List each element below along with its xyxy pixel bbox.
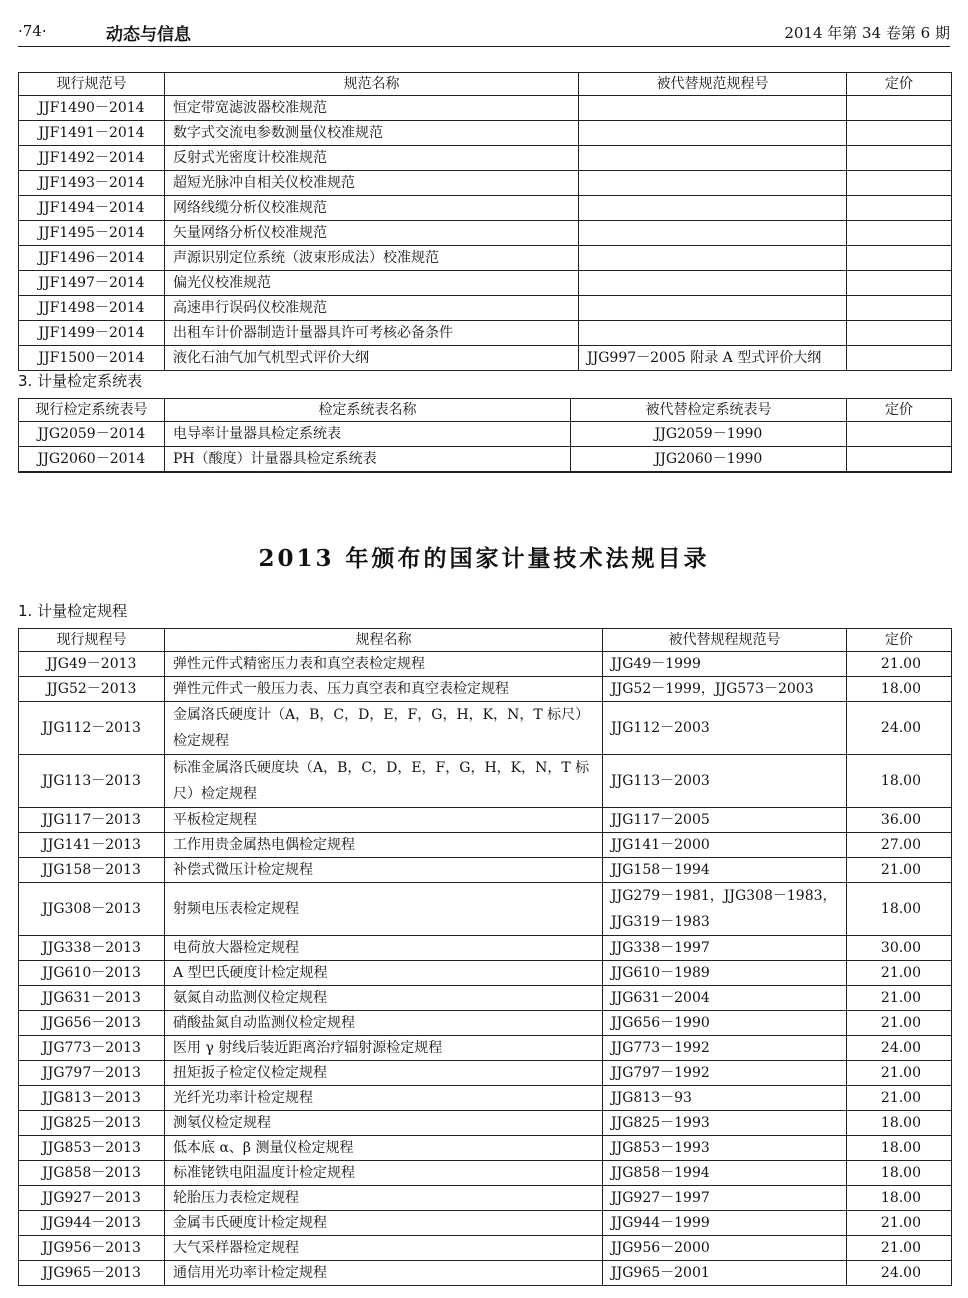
table-cell: 21.00 (847, 858, 952, 883)
table-cell: JJF1500－2014 (19, 346, 165, 371)
table-cell: 24.00 (847, 702, 952, 755)
table-row (19, 96, 952, 121)
table-cell: JJG797－1992 (603, 1061, 847, 1086)
table-row (19, 196, 952, 221)
table-cell: JJG113－2003 (603, 755, 847, 808)
table-cell: JJG2059－1990 (571, 422, 847, 447)
table-row (19, 1086, 952, 1111)
table-cell (579, 296, 847, 321)
table-cell: JJF1496－2014 (19, 246, 165, 271)
table-row (19, 883, 952, 936)
table-cell: JJG610－1989 (603, 961, 847, 986)
table-cell: 18.00 (847, 1111, 952, 1136)
column-header: 检定系统表名称 (165, 399, 571, 422)
table-cell: 18.00 (847, 1161, 952, 1186)
table-cell: 氨氮自动监测仪检定规程 (165, 986, 603, 1011)
table-row (19, 146, 952, 171)
table-cell: 恒定带宽滤波器校准规范 (165, 96, 579, 121)
table-cell: JJG338－1997 (603, 936, 847, 961)
table-cell: JJG49－1999 (603, 652, 847, 677)
table-cell (579, 171, 847, 196)
table-cell: A 型巴氏硬度计检定规程 (165, 961, 603, 986)
table-cell: 标准金属洛氏硬度块（A，B，C，D，E，F，G，H，K，N，T 标尺）检定规程 (165, 755, 603, 808)
table-cell: JJG117－2013 (19, 808, 165, 833)
table-header (19, 399, 952, 422)
table-row (19, 936, 952, 961)
column-header: 现行规范号 (19, 73, 165, 96)
table-cell: JJG813－93 (603, 1086, 847, 1111)
table-cell: JJF1492－2014 (19, 146, 165, 171)
table-cell (579, 96, 847, 121)
column-header: 规程名称 (165, 629, 603, 652)
table-cell: 低本底 α、β 测量仪检定规程 (165, 1136, 603, 1161)
table-cell: JJF1491－2014 (19, 121, 165, 146)
column-header: 现行规程号 (19, 629, 165, 652)
table-cell: JJG927－2013 (19, 1186, 165, 1211)
table-cell: JJG773－1992 (603, 1036, 847, 1061)
table-cell: JJG965－2001 (603, 1261, 847, 1286)
section-title: 动态与信息 (106, 25, 191, 45)
table-cell: JJF1497－2014 (19, 271, 165, 296)
table-row (19, 271, 952, 296)
table-header (19, 73, 952, 96)
table-cell: 网络线缆分析仪校准规范 (165, 196, 579, 221)
table-cell: 18.00 (847, 1136, 952, 1161)
table-cell: 电荷放大器检定规程 (165, 936, 603, 961)
table-row (19, 246, 952, 271)
column-header: 定价 (847, 399, 952, 422)
table-cell: 光纤光功率计检定规程 (165, 1086, 603, 1111)
table-cell (579, 196, 847, 221)
table-cell: 金属洛氏硬度计（A，B，C，D，E，F，G，H，K，N，T 标尺）检定规程 (165, 702, 603, 755)
table-cell (847, 246, 952, 271)
table-cell: JJG112－2013 (19, 702, 165, 755)
table-row (19, 221, 952, 246)
table-cell: JJF1499－2014 (19, 321, 165, 346)
table-cell: JJG631－2004 (603, 986, 847, 1011)
table-cell: JJG965－2013 (19, 1261, 165, 1286)
page-title: 2013 年颁布的国家计量技术法规目录 (258, 545, 710, 572)
table-cell: 24.00 (847, 1261, 952, 1286)
table-cell (847, 271, 952, 296)
table-cell (847, 121, 952, 146)
table-cell: 27.00 (847, 833, 952, 858)
table-row (19, 961, 952, 986)
column-header: 被代替规范规程号 (579, 73, 847, 96)
table-row (19, 1111, 952, 1136)
table-cell (847, 146, 952, 171)
table-cell: 轮胎压力表检定规程 (165, 1186, 603, 1211)
table-cell: JJF1493－2014 (19, 171, 165, 196)
table-cell: JJG279－1981，JJG308－1983，JJG319－1983 (603, 883, 847, 936)
table-cell: JJG158－1994 (603, 858, 847, 883)
table-cell (847, 96, 952, 121)
table-header (19, 629, 952, 652)
table-cell: 21.00 (847, 986, 952, 1011)
table-cell: 大气采样器检定规程 (165, 1236, 603, 1261)
column-header: 定价 (847, 629, 952, 652)
column-header: 规范名称 (165, 73, 579, 96)
table-cell: JJG656－1990 (603, 1011, 847, 1036)
system-table (18, 398, 952, 473)
table-cell: 21.00 (847, 1086, 952, 1111)
table-cell: 21.00 (847, 961, 952, 986)
table-cell: JJG610－2013 (19, 961, 165, 986)
table-row (19, 677, 952, 702)
table-cell: 测氡仪检定规程 (165, 1111, 603, 1136)
table-cell: JJG2060－1990 (571, 447, 847, 472)
table-cell (19, 472, 165, 473)
section-heading-3: 3. 计量检定系统表 (18, 372, 143, 390)
table-cell: 21.00 (847, 1011, 952, 1036)
table-cell: 18.00 (847, 677, 952, 702)
table-cell: JJF1498－2014 (19, 296, 165, 321)
table-cell: JJG853－2013 (19, 1136, 165, 1161)
table-cell: 21.00 (847, 1061, 952, 1086)
table-cell (579, 246, 847, 271)
table-cell: JJG773－2013 (19, 1036, 165, 1061)
table-cell: 21.00 (847, 1236, 952, 1261)
page-number: ·74· (18, 22, 47, 40)
table-cell (579, 146, 847, 171)
table-row (19, 447, 952, 472)
table-cell: JJF1494－2014 (19, 196, 165, 221)
table-row (19, 652, 952, 677)
table-cell: 扭矩扳子检定仪检定规程 (165, 1061, 603, 1086)
table-cell: JJG927－1997 (603, 1186, 847, 1211)
table-cell: JJG797－2013 (19, 1061, 165, 1086)
table-row (19, 833, 952, 858)
table-cell: JJG308－2013 (19, 883, 165, 936)
table-cell: JJG997－2005 附录 A 型式评价大纲 (579, 346, 847, 371)
table-cell: JJG112－2003 (603, 702, 847, 755)
table-cell: JJG825－2013 (19, 1111, 165, 1136)
table-cell: JJF1495－2014 (19, 221, 165, 246)
table-cell: 标准铑铁电阻温度计检定规程 (165, 1161, 603, 1186)
table-cell (847, 196, 952, 221)
table-cell: JJG944－2013 (19, 1211, 165, 1236)
table-cell: JJG853－1993 (603, 1136, 847, 1161)
table-cell: 数字式交流电参数测量仪校准规范 (165, 121, 579, 146)
table-cell: PH（酸度）计量器具检定系统表 (165, 447, 571, 472)
table-cell: 通信用光功率计检定规程 (165, 1261, 603, 1286)
table-cell: 电导率计量器具检定系统表 (165, 422, 571, 447)
table-cell: JJG656－2013 (19, 1011, 165, 1036)
table-cell: 高速串行误码仪校准规范 (165, 296, 579, 321)
table-cell: 声源识别定位系统（波束形成法）校准规范 (165, 246, 579, 271)
table-row (19, 321, 952, 346)
table-cell (847, 321, 952, 346)
table-cell: 21.00 (847, 652, 952, 677)
table-cell: JJG117－2005 (603, 808, 847, 833)
table-cell (847, 447, 952, 472)
table-row (19, 422, 952, 447)
table-cell: JJG813－2013 (19, 1086, 165, 1111)
table-cell: JJG113－2013 (19, 755, 165, 808)
table-row (19, 1136, 952, 1161)
table-row (19, 121, 952, 146)
table-cell (579, 221, 847, 246)
table-cell: 硝酸盐氮自动监测仪检定规程 (165, 1011, 603, 1036)
table-cell: JJG141－2000 (603, 833, 847, 858)
table-cell (847, 422, 952, 447)
table-cell (847, 472, 952, 473)
table-row (19, 986, 952, 1011)
table-cell: 21.00 (847, 1211, 952, 1236)
table-cell: 金属韦氏硬度计检定规程 (165, 1211, 603, 1236)
table-cell: JJG49－2013 (19, 652, 165, 677)
table-cell (571, 472, 847, 473)
table-cell: 弹性元件式精密压力表和真空表检定规程 (165, 652, 603, 677)
table-row (19, 858, 952, 883)
table-cell: 弹性元件式一般压力表、压力真空表和真空表检定规程 (165, 677, 603, 702)
table-cell: 补偿式微压计检定规程 (165, 858, 603, 883)
table-cell: 36.00 (847, 808, 952, 833)
table-row (19, 1036, 952, 1061)
table-row (19, 1061, 952, 1086)
table-cell: 液化石油气加气机型式评价大纲 (165, 346, 579, 371)
table-cell (847, 171, 952, 196)
table-row (19, 171, 952, 196)
table-cell: 18.00 (847, 1186, 952, 1211)
table-cell: 射频电压表检定规程 (165, 883, 603, 936)
table-cell (165, 472, 571, 473)
table-cell: 18.00 (847, 755, 952, 808)
table-row (19, 702, 952, 755)
table-cell: JJG825－1993 (603, 1111, 847, 1136)
table-cell: JJF1490－2014 (19, 96, 165, 121)
table-cell: 出租车计价器制造计量器具许可考核必备条件 (165, 321, 579, 346)
table-cell (579, 121, 847, 146)
table-cell: 超短光脉冲自相关仪校准规范 (165, 171, 579, 196)
section-heading-1: 1. 计量检定规程 (18, 602, 128, 620)
table-cell: JJG52－2013 (19, 677, 165, 702)
table-cell (847, 296, 952, 321)
table-cell: JJG141－2013 (19, 833, 165, 858)
table-cell: 18.00 (847, 883, 952, 936)
table-cell: JJG2060－2014 (19, 447, 165, 472)
table-cell: JJG944－1999 (603, 1211, 847, 1236)
table-cell: 矢量网络分析仪校准规范 (165, 221, 579, 246)
table-cell: JJG158－2013 (19, 858, 165, 883)
table-row (19, 808, 952, 833)
table-cell (579, 271, 847, 296)
table-cell: JJG858－1994 (603, 1161, 847, 1186)
table-cell: 反射式光密度计校准规范 (165, 146, 579, 171)
table-cell: 医用 γ 射线后装近距离治疗辐射源检定规程 (165, 1036, 603, 1061)
page-header (18, 18, 950, 47)
table-row (19, 1211, 952, 1236)
table-cell: JJG956－2013 (19, 1236, 165, 1261)
table-row (19, 1011, 952, 1036)
issue-info: 2014 年第 34 卷第 6 期 (784, 24, 950, 42)
table-row (19, 472, 952, 473)
table-row (19, 755, 952, 808)
table-cell: 偏光仪校准规范 (165, 271, 579, 296)
table-cell: JJG52－1999，JJG573－2003 (603, 677, 847, 702)
regulation-table (18, 628, 952, 1286)
spec-table (18, 72, 952, 371)
table-cell: 24.00 (847, 1036, 952, 1061)
table-cell: 工作用贵金属热电偶检定规程 (165, 833, 603, 858)
table-cell: JJG338－2013 (19, 936, 165, 961)
table-row (19, 296, 952, 321)
table-cell: 平板检定规程 (165, 808, 603, 833)
column-header: 定价 (847, 73, 952, 96)
table-cell (579, 321, 847, 346)
column-header: 被代替检定系统表号 (571, 399, 847, 422)
table-cell (847, 221, 952, 246)
table-row (19, 346, 952, 371)
table-cell (847, 346, 952, 371)
table-row (19, 1236, 952, 1261)
table-cell: JJG631－2013 (19, 986, 165, 1011)
table-row (19, 1186, 952, 1211)
table-cell: 30.00 (847, 936, 952, 961)
table-cell: JJG2059－2014 (19, 422, 165, 447)
column-header: 现行检定系统表号 (19, 399, 165, 422)
table-row (19, 1161, 952, 1186)
column-header: 被代替规程规范号 (603, 629, 847, 652)
table-cell: JJG956－2000 (603, 1236, 847, 1261)
table-row (19, 1261, 952, 1286)
table-cell: JJG858－2013 (19, 1161, 165, 1186)
